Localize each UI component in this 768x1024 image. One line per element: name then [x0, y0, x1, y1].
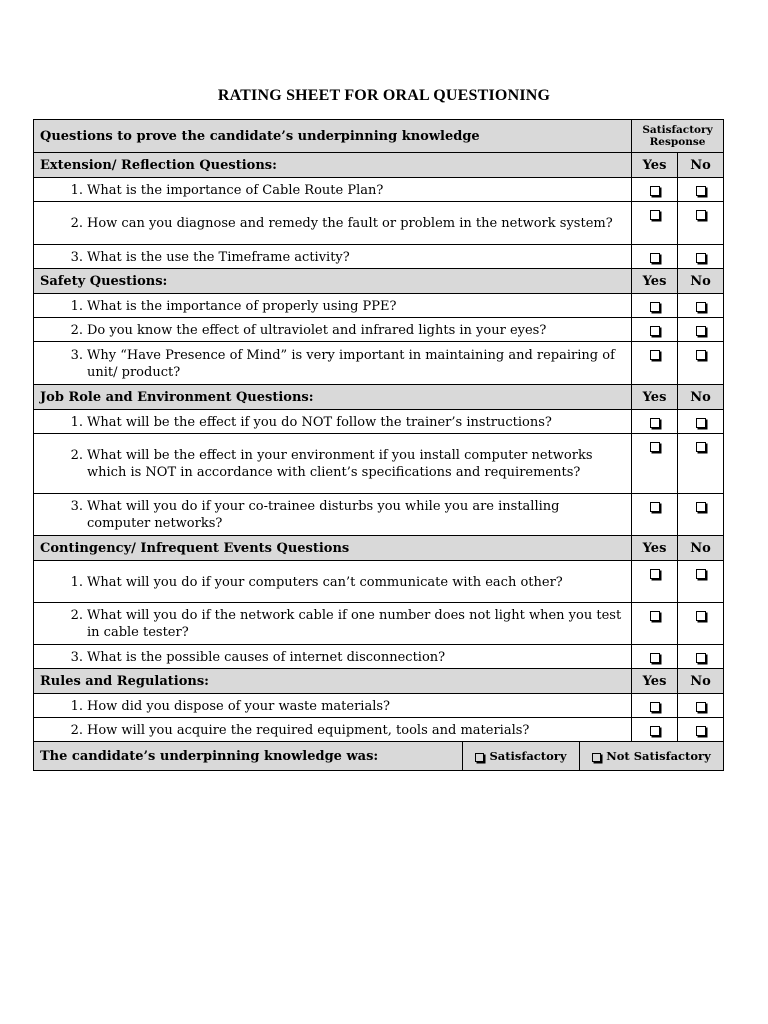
yes-column-header: Yes: [632, 153, 678, 178]
final-verdict-label: The candidate’s underpinning knowledge was:: [34, 742, 463, 771]
question-row: [34, 718, 724, 742]
no-checkbox-icon[interactable]: [696, 418, 706, 428]
no-checkbox-icon[interactable]: [696, 302, 706, 312]
yes-cell[interactable]: [632, 245, 678, 269]
no-column-header: No: [678, 536, 724, 561]
yes-cell[interactable]: [632, 294, 678, 318]
satisfactory-option-label: Satisfactory: [489, 749, 567, 763]
question-row: [34, 603, 724, 645]
section-title: Extension/ Reflection Questions:: [34, 153, 632, 178]
question-text: What is the possible causes of internet disconnection?: [87, 649, 446, 665]
question-cell: [34, 561, 632, 603]
question-text: How will you acquire the required equipment, tools and materials?: [87, 722, 530, 738]
no-cell[interactable]: [678, 494, 724, 536]
question-text: How did you dispose of your waste materials?: [87, 698, 391, 714]
question-text: Do you know the effect of ultraviolet and infrared lights in your eyes?: [87, 322, 547, 338]
question-text: What will you do if your computers can’t communicate with each other?: [87, 574, 563, 590]
yes-column-header: Yes: [632, 269, 678, 294]
question-text: Why “Have Presence of Mind” is very important in maintaining and repairing of unit/ product?: [87, 347, 615, 380]
question-number: 1.: [70, 574, 83, 590]
question-cell: [34, 294, 632, 318]
question-row: [34, 294, 724, 318]
no-cell[interactable]: [678, 410, 724, 434]
question-number: 3.: [70, 347, 83, 363]
question-number: 3.: [70, 249, 83, 265]
no-cell[interactable]: [678, 342, 724, 385]
yes-checkbox-icon[interactable]: [650, 350, 660, 360]
yes-checkbox-icon[interactable]: [650, 653, 660, 663]
question-text: What is the importance of properly using PPE?: [87, 298, 397, 314]
yes-cell[interactable]: [632, 434, 678, 494]
question-row: [34, 494, 724, 536]
yes-cell[interactable]: [632, 718, 678, 742]
question-number: 3.: [70, 649, 83, 665]
yes-column-header: Yes: [632, 385, 678, 410]
question-text: What is the use the Timeframe activity?: [87, 249, 350, 265]
response-label-line2: Response: [649, 136, 706, 148]
no-checkbox-icon[interactable]: [696, 653, 706, 663]
no-cell[interactable]: [678, 645, 724, 669]
yes-checkbox-icon[interactable]: [650, 702, 660, 712]
question-cell: [34, 202, 632, 245]
section-title: Safety Questions:: [34, 269, 632, 294]
no-cell[interactable]: [678, 294, 724, 318]
question-cell: [34, 342, 632, 385]
question-number: 2.: [70, 322, 83, 338]
question-cell: [34, 718, 632, 742]
question-number: 2.: [70, 216, 83, 231]
yes-checkbox-icon[interactable]: [650, 502, 660, 512]
section-header-row: [34, 153, 724, 178]
yes-cell[interactable]: [632, 603, 678, 645]
yes-checkbox-icon[interactable]: [650, 569, 660, 579]
yes-cell[interactable]: [632, 342, 678, 385]
yes-column-header: Yes: [632, 669, 678, 694]
question-text: What will be the effect in your environment if you install computer networks which is NOT in accordance with client’s specifications and requirements?: [87, 448, 593, 480]
yes-cell[interactable]: [632, 178, 678, 202]
yes-checkbox-icon[interactable]: [650, 210, 660, 220]
section-title: Contingency/ Infrequent Events Questions: [34, 536, 632, 561]
yes-cell[interactable]: [632, 645, 678, 669]
question-row: [34, 694, 724, 718]
yes-cell[interactable]: [632, 202, 678, 245]
question-cell: [34, 318, 632, 342]
satisfactory-response-header: [632, 120, 724, 153]
section-header-row: [34, 669, 724, 694]
yes-cell[interactable]: [632, 494, 678, 536]
no-cell[interactable]: [678, 202, 724, 245]
section-header-row: [34, 536, 724, 561]
no-cell[interactable]: [678, 245, 724, 269]
question-cell: [34, 410, 632, 434]
question-number: 2.: [70, 448, 83, 463]
question-row: [34, 245, 724, 269]
no-checkbox-icon[interactable]: [696, 569, 706, 579]
no-column-header: No: [678, 269, 724, 294]
questions-header: Questions to prove the candidate’s underpinning knowledge: [34, 120, 632, 153]
section-header-row: [34, 385, 724, 410]
rating-table: [33, 119, 724, 771]
no-column-header: No: [678, 669, 724, 694]
yes-cell[interactable]: [632, 561, 678, 603]
question-cell: [34, 245, 632, 269]
yes-checkbox-icon[interactable]: [650, 186, 660, 196]
final-verdict-row: [34, 742, 724, 771]
no-column-header: No: [678, 153, 724, 178]
response-label-line1: Satisfactory: [642, 124, 713, 136]
question-cell: [34, 603, 632, 645]
question-row: [34, 434, 724, 494]
question-cell: [34, 494, 632, 536]
question-row: [34, 561, 724, 603]
question-number: 1.: [70, 298, 83, 314]
no-checkbox-icon[interactable]: [696, 611, 706, 621]
no-column-header: No: [678, 385, 724, 410]
no-checkbox-icon[interactable]: [696, 502, 706, 512]
yes-cell[interactable]: [632, 318, 678, 342]
question-number: 1.: [70, 698, 83, 714]
question-text: What will you do if your co-trainee disturbs you while you are installing computer networks?: [87, 499, 560, 531]
no-cell[interactable]: [678, 718, 724, 742]
question-row: [34, 178, 724, 202]
no-cell[interactable]: [678, 318, 724, 342]
no-checkbox-icon[interactable]: [696, 350, 706, 360]
no-checkbox-icon[interactable]: [696, 210, 706, 220]
no-checkbox-icon[interactable]: [696, 326, 706, 336]
yes-column-header: Yes: [632, 536, 678, 561]
question-text: How can you diagnose and remedy the fault or problem in the network system?: [87, 216, 613, 231]
yes-checkbox-icon[interactable]: [650, 611, 660, 621]
section-header-row: [34, 269, 724, 294]
question-text: What will be the effect if you do NOT follow the trainer’s instructions?: [87, 414, 552, 430]
question-number: 3.: [70, 499, 83, 514]
question-number: 2.: [70, 608, 83, 623]
no-checkbox-icon[interactable]: [696, 726, 706, 736]
question-row: [34, 410, 724, 434]
no-cell[interactable]: [678, 561, 724, 603]
section-title: Rules and Regulations:: [34, 669, 632, 694]
question-cell: [34, 178, 632, 202]
no-cell[interactable]: [678, 603, 724, 645]
table-header-row: [34, 120, 724, 153]
not-satisfactory-option[interactable]: [580, 742, 724, 771]
yes-checkbox-icon[interactable]: [650, 418, 660, 428]
section-title: Job Role and Environment Questions:: [34, 385, 632, 410]
yes-cell[interactable]: [632, 694, 678, 718]
satisfactory-checkbox-icon[interactable]: [475, 753, 484, 762]
no-cell[interactable]: [678, 694, 724, 718]
question-row: [34, 202, 724, 245]
no-checkbox-icon[interactable]: [696, 253, 706, 263]
no-checkbox-icon[interactable]: [696, 186, 706, 196]
no-cell[interactable]: [678, 178, 724, 202]
question-number: 1.: [70, 414, 83, 430]
not-satisfactory-option-label: Not Satisfactory: [606, 749, 711, 763]
question-cell: [34, 694, 632, 718]
yes-checkbox-icon[interactable]: [650, 302, 660, 312]
no-checkbox-icon[interactable]: [696, 442, 706, 452]
yes-checkbox-icon[interactable]: [650, 326, 660, 336]
no-checkbox-icon[interactable]: [696, 702, 706, 712]
satisfactory-option[interactable]: [463, 742, 580, 771]
question-number: 2.: [70, 722, 83, 738]
yes-checkbox-icon[interactable]: [650, 442, 660, 452]
question-row: [34, 318, 724, 342]
not-satisfactory-checkbox-icon[interactable]: [592, 753, 601, 762]
question-row: [34, 645, 724, 669]
page-title: RATING SHEET FOR ORAL QUESTIONING: [217, 87, 551, 104]
yes-checkbox-icon[interactable]: [650, 253, 660, 263]
yes-checkbox-icon[interactable]: [650, 726, 660, 736]
question-row: [34, 342, 724, 385]
no-cell[interactable]: [678, 434, 724, 494]
question-text: What will you do if the network cable if one number does not light when you test in cable tester?: [87, 608, 622, 640]
question-text: What is the importance of Cable Route Plan?: [87, 182, 384, 198]
question-cell: [34, 434, 632, 494]
question-number: 1.: [70, 182, 83, 198]
question-cell: [34, 645, 632, 669]
yes-cell[interactable]: [632, 410, 678, 434]
